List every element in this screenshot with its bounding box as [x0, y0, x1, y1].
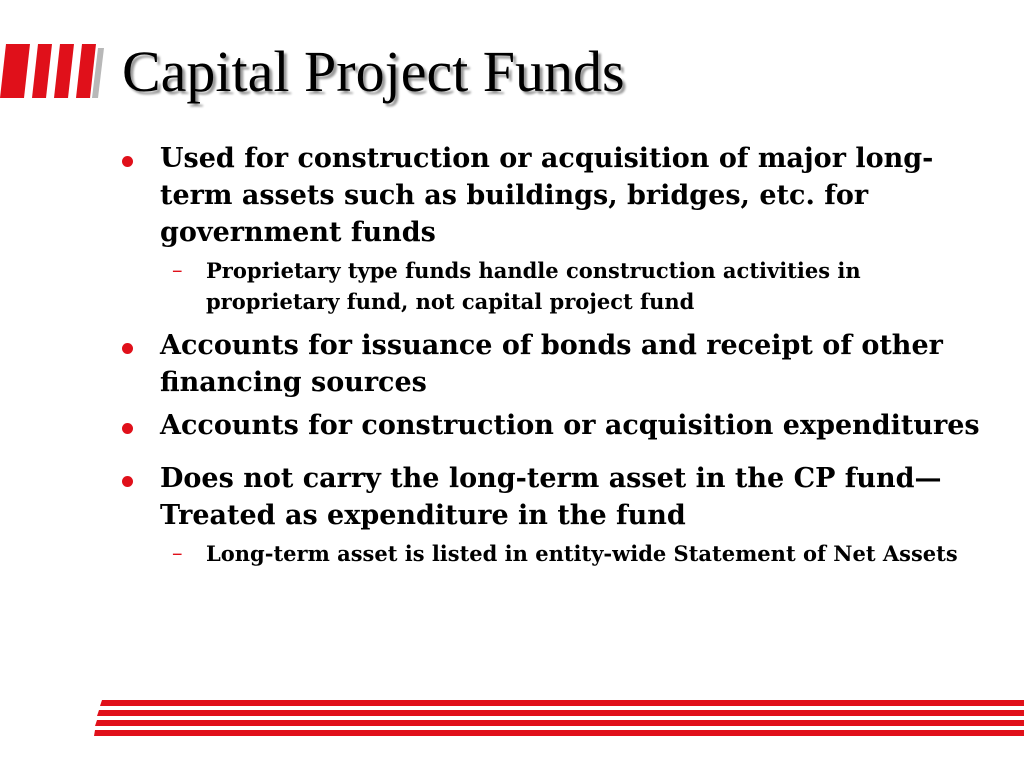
sub-bullet-item	[122, 255, 982, 317]
bullet-text: Accounts for issuance of bonds and receipt of other financing sources	[160, 330, 943, 398]
bullet-dot-icon	[122, 343, 133, 354]
bullet-dot-icon	[122, 156, 133, 167]
slide-title: Capital Project Funds	[122, 39, 625, 104]
bullet-item	[122, 407, 982, 444]
dash-marker: –	[172, 258, 183, 282]
brand-logo-bars	[0, 44, 110, 98]
bullet-item	[122, 460, 982, 534]
bullet-item	[122, 327, 982, 401]
logo-bar	[54, 44, 74, 98]
logo-bar	[0, 44, 30, 98]
footer-stripe	[100, 700, 1024, 706]
dash-marker: –	[172, 541, 183, 565]
bullet-dot-icon	[122, 423, 133, 434]
bullet-item	[122, 140, 982, 251]
bullet-text: Used for construction or acquisition of major long-term assets such as buildings, bridges, etc. for government funds	[160, 143, 934, 248]
footer-stripes	[94, 700, 1024, 736]
bullet-list	[122, 140, 982, 569]
footer-stripe	[94, 730, 1024, 736]
sub-bullet-item	[122, 538, 982, 569]
bullet-text: Does not carry the long-term asset in the CP fund—Treated as expenditure in the fund	[160, 463, 942, 531]
footer-stripe	[95, 720, 1024, 726]
logo-bar	[32, 44, 52, 98]
bullet-dot-icon	[122, 476, 133, 487]
sub-bullet-text: Proprietary type funds handle construction activities in proprietary fund, not capital project fund	[206, 258, 861, 314]
sub-bullet-text: Long-term asset is listed in entity-wide Statement of Net Assets	[206, 541, 958, 566]
footer-stripe	[97, 710, 1024, 716]
bullet-text: Accounts for construction or acquisition expenditures	[160, 410, 980, 441]
